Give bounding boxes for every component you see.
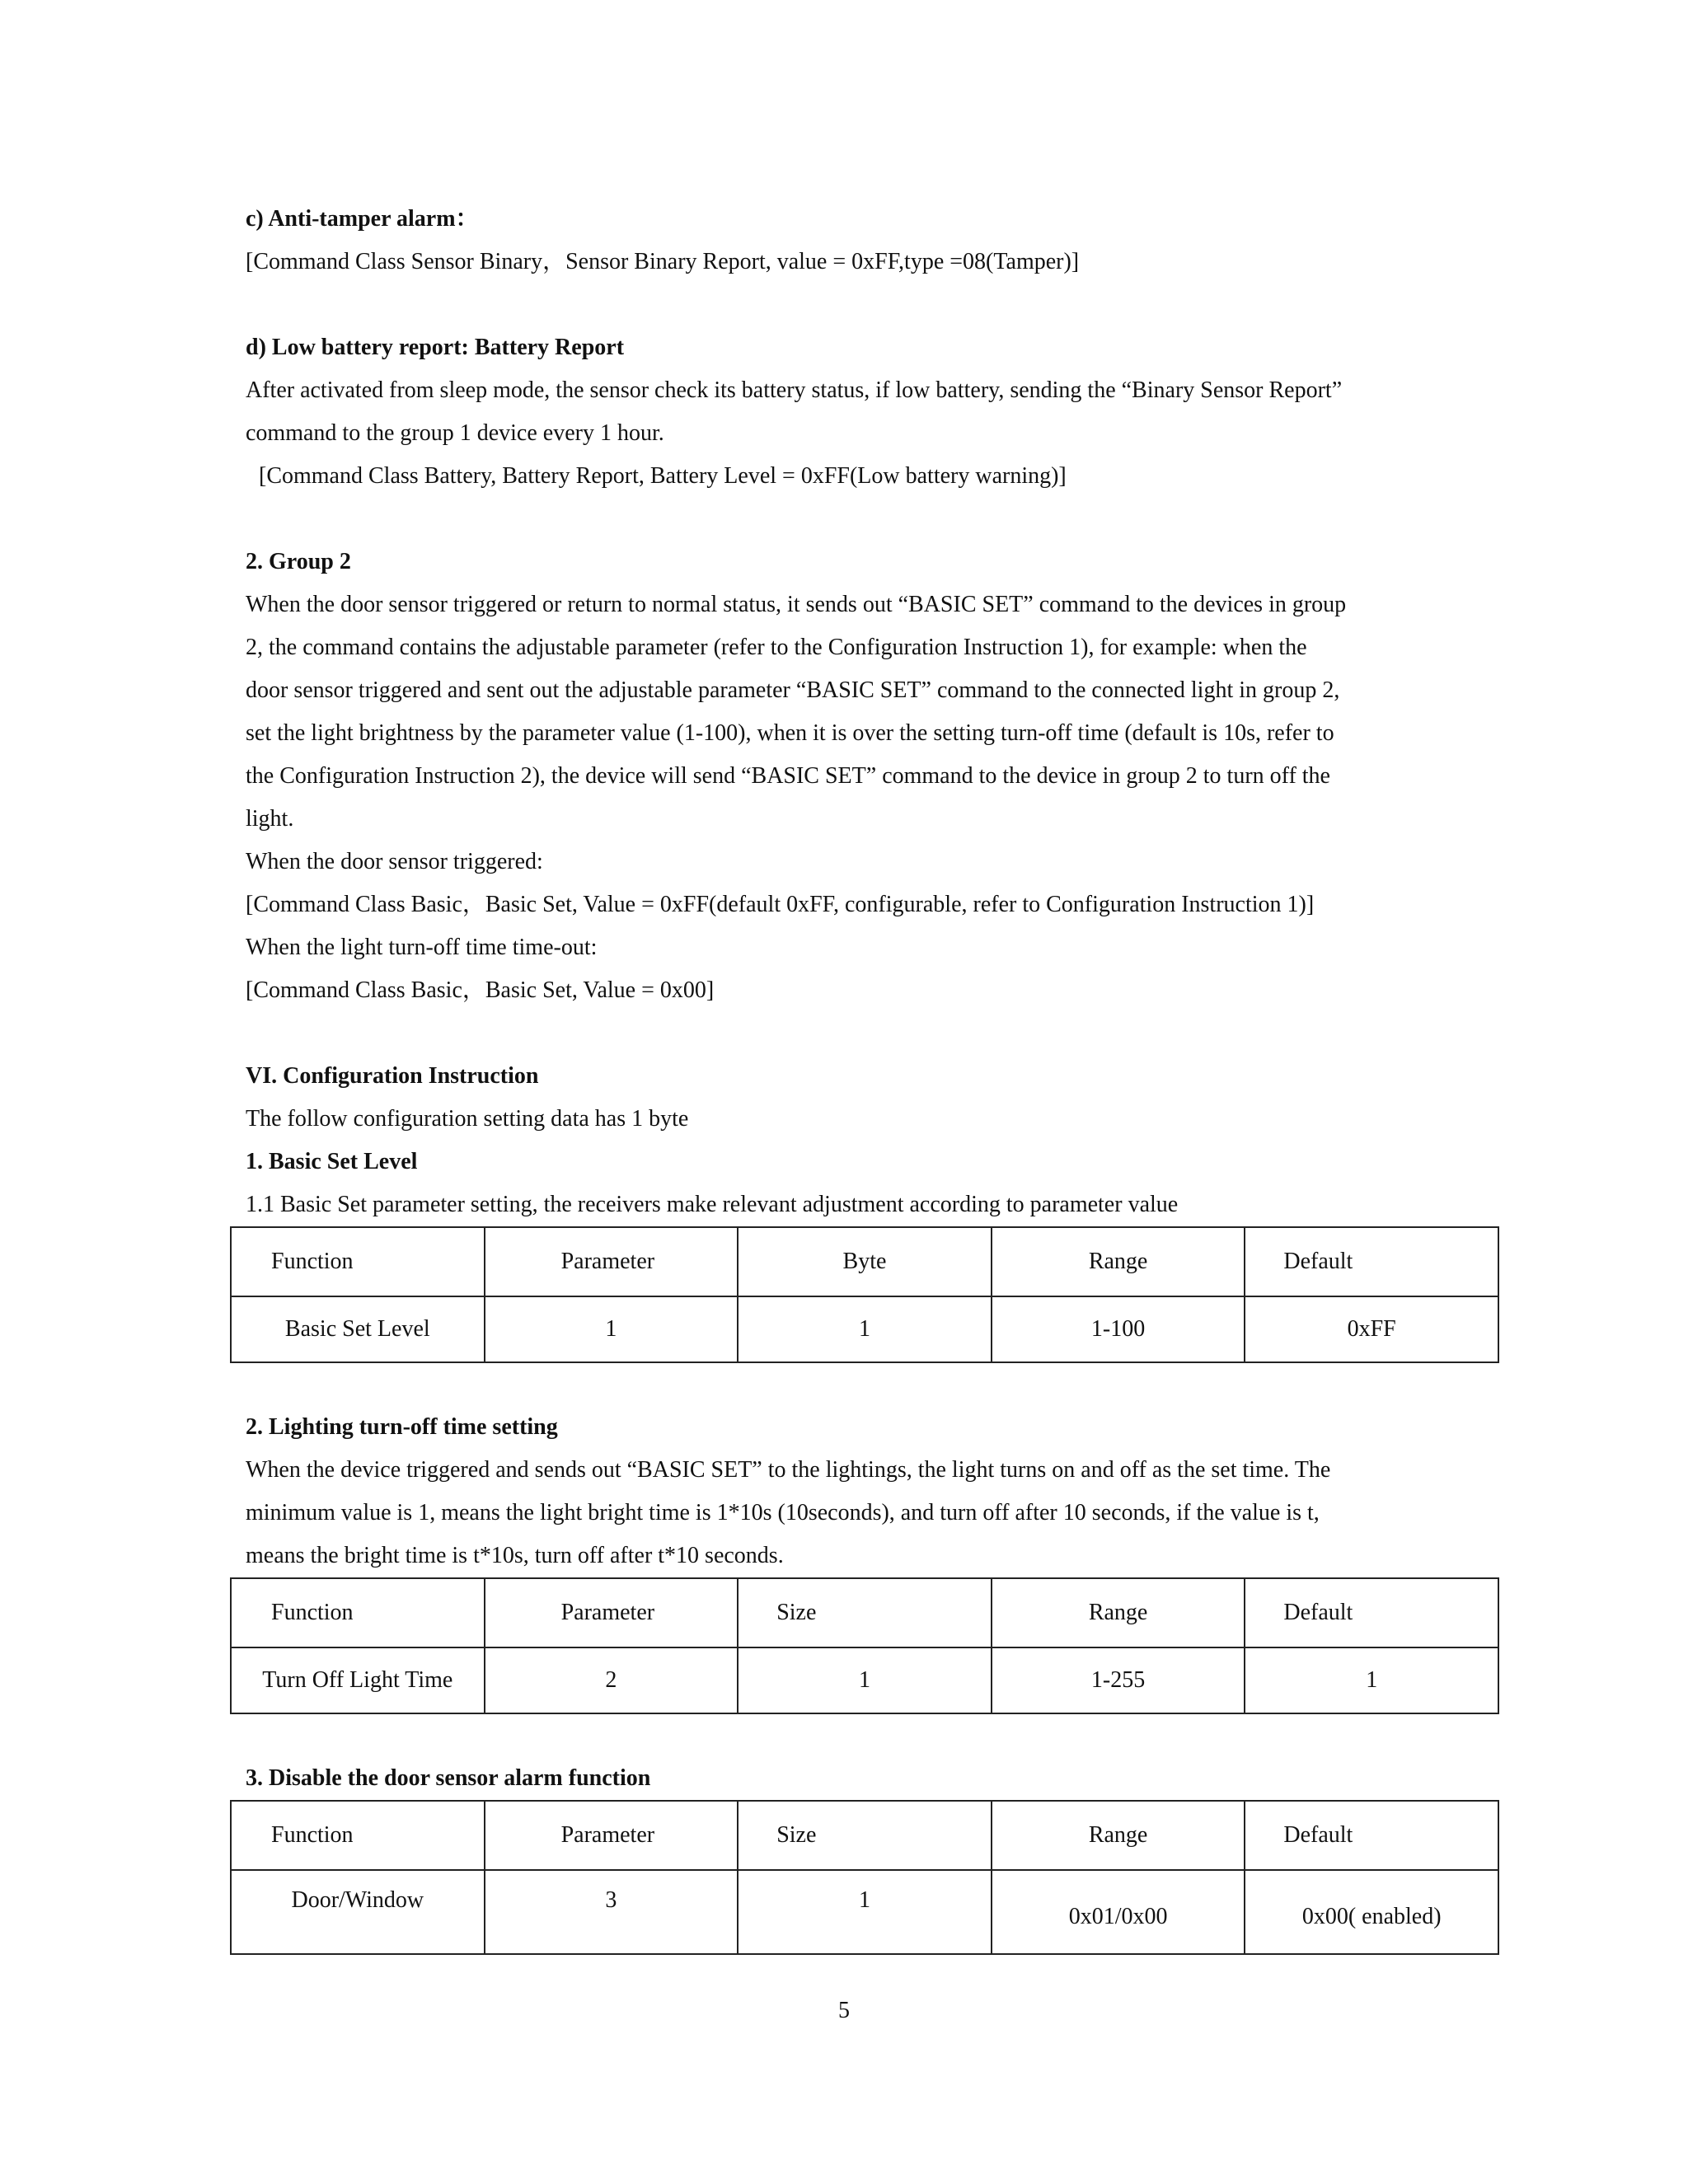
- table-cell: 0x01/0x00: [992, 1870, 1245, 1954]
- table-header-cell: Byte: [738, 1227, 992, 1296]
- table-cell: 0xFF: [1245, 1296, 1498, 1362]
- group2-text-line: [Command Class Basic，Basic Set, Value = 0xFF(default 0xFF, configurable, refer to Configuration Instruction 1)]: [246, 892, 1315, 917]
- table-header-cell: Range: [992, 1227, 1245, 1296]
- basic-set-level-table: [230, 1226, 1499, 1363]
- table-header-cell: Default: [1245, 1578, 1498, 1647]
- table-header-row: [231, 1227, 1498, 1296]
- basic-set-level-desc: 1.1 Basic Set parameter setting, the receivers make relevant adjustment according to parameter value: [246, 1192, 1179, 1217]
- table-cell: Door/Window: [231, 1870, 485, 1954]
- basic-set-level-heading: 1. Basic Set Level: [246, 1149, 418, 1174]
- table-cell: 1: [1245, 1647, 1498, 1713]
- table-cell: 2: [485, 1647, 738, 1713]
- low-battery-text-1: After activated from sleep mode, the sensor check its battery status, if low battery, sending the “Binary Sensor Report”: [246, 377, 1343, 403]
- disable-alarm-heading: 3. Disable the door sensor alarm function: [246, 1765, 651, 1791]
- config-heading: VI. Configuration Instruction: [246, 1063, 539, 1089]
- group2-heading: 2. Group 2: [246, 549, 351, 574]
- table-row: [231, 1647, 1498, 1713]
- group2-text-line: When the door sensor triggered:: [246, 849, 543, 874]
- config-intro: The follow configuration setting data has 1 byte: [246, 1106, 689, 1132]
- table-header-cell: Range: [992, 1578, 1245, 1647]
- group2-text-line: When the door sensor triggered or return to normal status, it sends out “BASIC SET” command to the devices in group: [246, 592, 1347, 617]
- low-battery-heading: d) Low battery report: Battery Report: [246, 335, 625, 360]
- table-header-cell: Function: [231, 1227, 485, 1296]
- low-battery-text-2: command to the group 1 device every 1 hour.: [246, 420, 664, 446]
- table-row: [231, 1870, 1498, 1954]
- table-cell: 1-100: [992, 1296, 1245, 1362]
- table-header-cell: Default: [1245, 1801, 1498, 1870]
- table-header-row: [231, 1801, 1498, 1870]
- lighting-off-time-text: When the device triggered and sends out “BASIC SET” to the lightings, the light turns on and off as the set time. The: [246, 1457, 1331, 1483]
- group2-text-line: 2, the command contains the adjustable parameter (refer to the Configuration Instruction 1), for example: when the: [246, 635, 1307, 660]
- anti-tamper-command: [Command Class Sensor Binary，Sensor Binary Report, value = 0xFF,type =08(Tamper)]: [246, 249, 1080, 274]
- table-header-cell: Function: [231, 1578, 485, 1647]
- group2-text-line: When the light turn-off time time-out:: [246, 935, 598, 960]
- table-header-cell: Default: [1245, 1227, 1498, 1296]
- table-header-cell: Function: [231, 1801, 485, 1870]
- table-header-cell: Size: [738, 1578, 992, 1647]
- lighting-off-time-text: minimum value is 1, means the light bright time is 1*10s (10seconds), and turn off after 10 seconds, if the value is t,: [246, 1500, 1320, 1526]
- table-row: [231, 1296, 1498, 1362]
- document-page: [246, 198, 1515, 1955]
- table-cell: Turn Off Light Time: [231, 1647, 485, 1713]
- disable-alarm-table: [230, 1800, 1499, 1955]
- group2-text-line: [Command Class Basic，Basic Set, Value = 0x00]: [246, 977, 715, 1003]
- table-cell: Basic Set Level: [231, 1296, 485, 1362]
- lighting-off-time-text: means the bright time is t*10s, turn off after t*10 seconds.: [246, 1543, 784, 1568]
- table-cell: 1: [485, 1296, 738, 1362]
- table-cell: 1: [738, 1296, 992, 1362]
- group2-text-line: the Configuration Instruction 2), the device will send “BASIC SET” command to the device in group 2 to turn off the: [246, 763, 1330, 789]
- table-cell: 1-255: [992, 1647, 1245, 1713]
- low-battery-command: [Command Class Battery, Battery Report, Battery Level = 0xFF(Low battery warning)]: [259, 463, 1067, 489]
- group2-text-line: light.: [246, 806, 294, 832]
- group2-text-line: set the light brightness by the parameter value (1-100), when it is over the setting turn-off time (default is 10s, refer to: [246, 720, 1334, 746]
- table-cell: 0x00( enabled): [1245, 1870, 1498, 1954]
- table-cell: 3: [485, 1870, 738, 1954]
- page-number: 5: [838, 1998, 850, 2023]
- lighting-off-time-heading: 2. Lighting turn-off time setting: [246, 1414, 558, 1440]
- table-header-cell: Parameter: [485, 1801, 738, 1870]
- table-header-cell: Parameter: [485, 1227, 738, 1296]
- group2-text-line: door sensor triggered and sent out the adjustable parameter “BASIC SET” command to the connected light in group 2,: [246, 677, 1340, 703]
- table-header-cell: Parameter: [485, 1578, 738, 1647]
- table-cell: 1: [738, 1647, 992, 1713]
- table-header-row: [231, 1578, 1498, 1647]
- table-header-cell: Range: [992, 1801, 1245, 1870]
- table-cell: 1: [738, 1870, 992, 1954]
- table-header-cell: Size: [738, 1801, 992, 1870]
- anti-tamper-heading: c) Anti-tamper alarm：: [246, 206, 479, 232]
- lighting-off-time-table: [230, 1577, 1499, 1714]
